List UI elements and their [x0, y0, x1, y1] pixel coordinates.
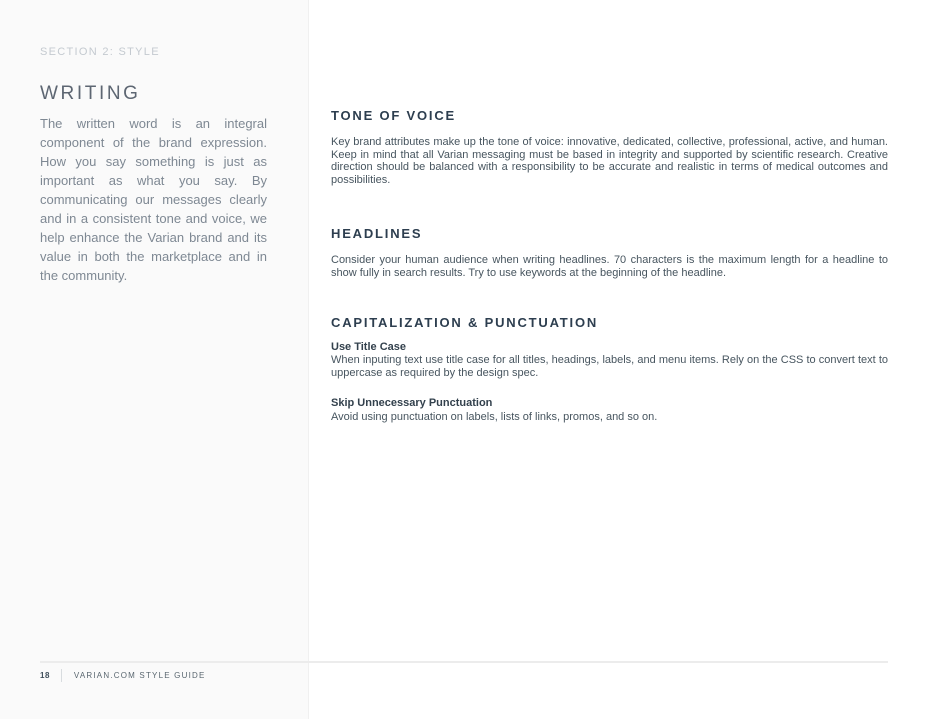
- left-column: [0, 0, 309, 719]
- section-heading-tone-of-voice: TONE OF VOICE: [331, 108, 457, 123]
- section-headlines: [331, 226, 888, 279]
- intro-paragraph: The written word is an integral component of the brand expression. How you say something is just as important as what you say. By communicating our messages clearly and in a consistent tone and voice, we help enhance the Varian brand and its value in both the marketplace and in the community.: [40, 116, 267, 283]
- right-column: [331, 0, 888, 424]
- footer-divider: [61, 669, 62, 682]
- section-tone-of-voice: [331, 108, 888, 186]
- subsection-body-skip-unnecessary-punctuation: Avoid using punctuation on labels, lists of links, promos, and so on.: [331, 410, 658, 423]
- subsection-body-use-title-case: When inputing text use title case for all titles, headings, labels, and menu items. Rely on the CSS to convert text to uppercase as required by the design spec.: [331, 354, 888, 379]
- section-capitalization-punctuation: [331, 315, 888, 424]
- section-label: SECTION 2: STYLE: [40, 46, 160, 58]
- page-title: WRITING: [40, 83, 141, 104]
- section-heading-headlines: HEADLINES: [331, 226, 423, 242]
- subsection-heading-skip-unnecessary-punctuation: Skip Unnecessary Punctuation: [331, 397, 493, 410]
- section-heading-capitalization-punctuation: CAPITALIZATION & PUNCTUATION: [331, 314, 599, 330]
- section-body-tone-of-voice: Key brand attributes make up the tone of voice: innovative, dedicated, collective, professional, active, and human. Keep in mind that all Varian messaging must be based in integrity and supported by scientific research. Creative direction should be balanced with a responsibility to be accurate and realistic in terms of medical outcomes and possibilities.: [331, 136, 888, 186]
- footer-guide-label: VARIAN.COM STYLE GUIDE: [73, 671, 206, 680]
- page-footer: [40, 661, 888, 682]
- footer-page-number: 18: [40, 671, 50, 680]
- subsection-heading-use-title-case: Use Title Case: [331, 340, 407, 353]
- left-column-content: [0, 0, 308, 285]
- section-body-headlines: Consider your human audience when writing headlines. 70 characters is the maximum length for a headline to show fully in search results. Try to use keywords at the beginning of the headline.: [331, 254, 888, 279]
